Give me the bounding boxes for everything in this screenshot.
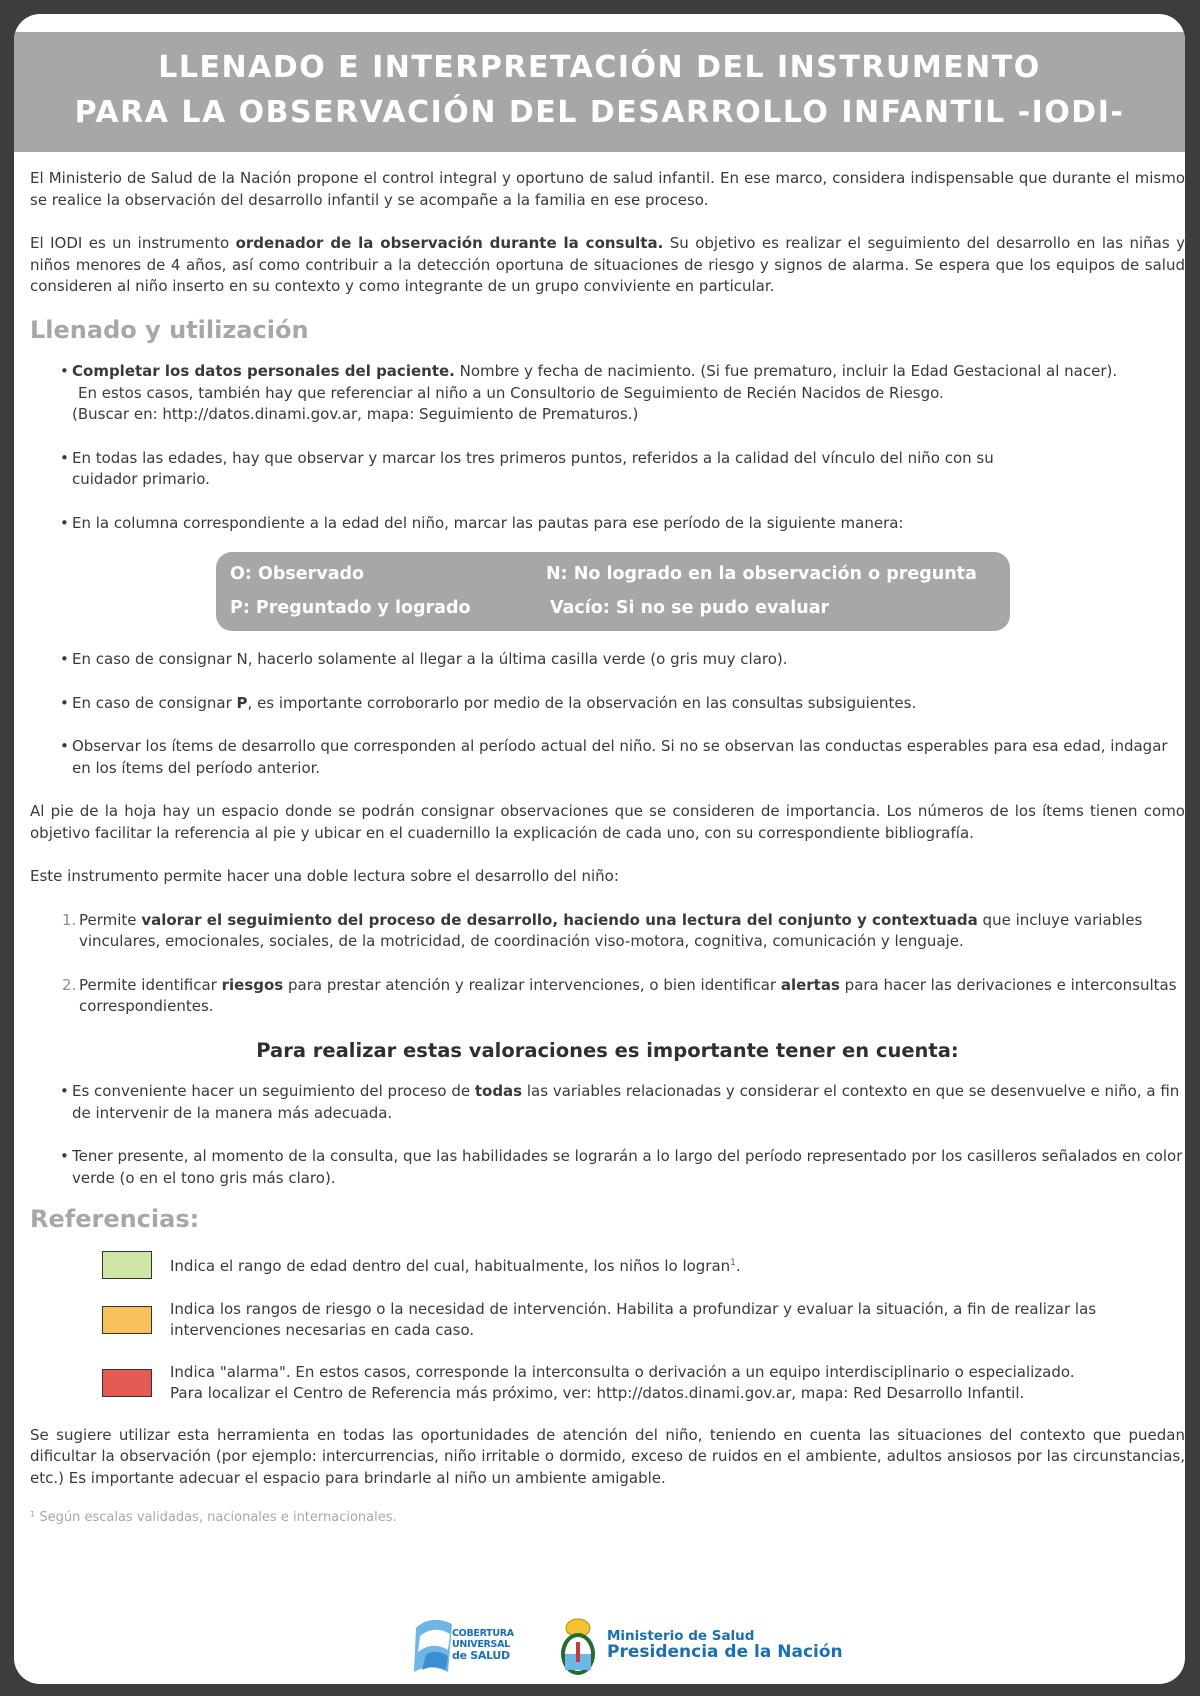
list-item	[60, 693, 1185, 715]
item-number: 1.	[62, 910, 77, 929]
footnote-marker: 1	[730, 1257, 736, 1268]
text-span: Nombre y fecha de nacimiento. (Si fue prematuro, incluir la Edad Gestacional al nacer).	[454, 362, 1118, 380]
coat-of-arms-icon	[555, 1614, 601, 1678]
bold-text: P	[236, 693, 248, 712]
text-span: , es importante corroborarlo por medio de la observación en las consultas subsiguientes.	[247, 693, 917, 712]
list-item-text: En caso de consignar N, hacerlo solamente al llegar a la última casilla verde (o gris muy claro).	[72, 650, 788, 668]
subheading: Para realizar estas valoraciones es importante tener en cuenta:	[256, 1038, 959, 1062]
bullet-icon: •	[60, 448, 69, 467]
page-header	[14, 32, 1185, 152]
ministerio-salud-logo	[555, 1614, 855, 1678]
bullet-list-2	[30, 649, 1185, 779]
content	[30, 168, 1185, 1529]
list-item-text: En la columna correspondiente a la edad del niño, marcar las pautas para ese período de la siguiente manera:	[72, 513, 904, 532]
text-span: En caso de consignar	[72, 693, 237, 712]
bullet-list-3	[30, 1081, 1185, 1189]
bold-text: ordenador de la observación durante la consulta.	[235, 234, 664, 252]
text-span: Permite identificar	[79, 975, 222, 994]
ministerio-line-1: Ministerio de Salud	[607, 1628, 755, 1644]
code-vacio: Vacío: Si no se pudo evaluar	[550, 598, 830, 618]
list-item-text: En todas las edades, hay que observar y marcar los tres primeros puntos, referidos a la calidad del vínculo del niño con su cuidador primario.	[72, 448, 994, 488]
code-p: P: Preguntado y logrado	[230, 598, 471, 618]
reference-red	[102, 1362, 1185, 1405]
orange-swatch	[102, 1306, 152, 1334]
list-item	[60, 361, 1185, 426]
green-swatch	[102, 1251, 152, 1279]
bullet-icon: •	[60, 513, 69, 532]
bold-text: valorar el seguimiento del proceso de desarrollo, haciendo una lectura del conjunto y contextuada	[141, 910, 978, 929]
numbered-item-2	[30, 975, 1185, 1018]
bullet-icon: •	[60, 737, 69, 755]
bold-text: Completar los datos personales del paciente.	[72, 362, 455, 380]
header-line-1: LLENADO E INTERPRETACIÓN DEL INSTRUMENTO	[158, 50, 1041, 85]
section-title-llenado: Llenado y utilización	[30, 315, 309, 344]
list-item	[60, 649, 1185, 671]
code-n: N: No logrado en la observación o pregunta	[546, 564, 977, 584]
document-page	[14, 14, 1185, 1684]
item-number: 2.	[62, 975, 77, 994]
text-span: Indica el rango de edad dentro del cual, habitualmente, los niños lo logran	[170, 1256, 731, 1275]
reference-green	[102, 1251, 1185, 1279]
codes-legend-box	[216, 552, 1010, 631]
bold-text: alertas	[780, 975, 840, 994]
text-span: En estos casos, también hay que referenciar al niño a un Consultorio de Seguimiento de Recién Nacidos de Riesgo.	[78, 383, 944, 402]
intro-paragraph-1: El Ministerio de Salud de la Nación propone el control integral y oportuno de salud infantil. En ese marco, considera indispensable que durante el mismo se realice la observación del desarrollo infantil y se acompañe a la familia en ese proceso.	[30, 169, 1185, 209]
ministerio-line-2: Presidencia de la Nación	[607, 1642, 843, 1662]
reference-text	[170, 1251, 741, 1278]
logos	[14, 1614, 1185, 1680]
closing-paragraph: Se sugiere utilizar esta herramienta en todas las oportunidades de atención del niño, teniendo en cuenta las situaciones del contexto que puedan dificultar la observación (por ejemplo: intercurrencias, niño irritable o dormido, exceso de ruidos en el ambiente, adultos ansiosos por las circunstancias, etc.) Es importante adecuar el espacio para brindarle al niño un ambiente amigable.	[30, 1425, 1185, 1487]
intro-paragraph-2	[30, 233, 1185, 298]
text-span: .	[735, 1256, 741, 1275]
bullet-icon: •	[60, 1147, 69, 1165]
bullet-icon: •	[60, 693, 69, 712]
text-span: (Buscar en: http://datos.dinami.gov.ar, mapa: Seguimiento de Prematuros.)	[72, 405, 639, 423]
bullet-list-1	[30, 361, 1185, 534]
list-item	[60, 448, 1185, 491]
list-item	[60, 1146, 1185, 1189]
cus-line-1: COBERTURA	[452, 1628, 514, 1639]
red-swatch	[102, 1369, 152, 1397]
text-span: para prestar atención y realizar intervenciones, o bien identificar	[283, 975, 781, 994]
cus-line-2: UNIVERSAL	[452, 1639, 510, 1650]
bullet-icon: •	[60, 1082, 69, 1100]
bold-text: riesgos	[221, 975, 284, 994]
text-span: Permite	[79, 910, 142, 929]
section-title-referencias: Referencias:	[30, 1205, 200, 1233]
text-span: las variables relacionadas y considerar el contexto en que se desenvuelve e niño, a fin de intervenir de la manera más adecuada.	[72, 1082, 1180, 1122]
cobertura-universal-logo	[412, 1614, 528, 1676]
bold-text: todas	[474, 1082, 523, 1100]
bullet-icon: •	[60, 650, 69, 668]
reference-orange	[102, 1299, 1185, 1342]
reference-text: Indica los rangos de riesgo o la necesidad de intervención. Habilita a profundizar y evaluar la situación, a fin de realizar las intervenciones necesarias en cada caso.	[170, 1299, 1097, 1339]
paragraph-doble-lectura: Este instrumento permite hacer una doble lectura sobre el desarrollo del niño:	[30, 867, 619, 885]
header-line-2: PARA LA OBSERVACIÓN DEL DESARROLLO INFANTIL -IODI-	[74, 95, 1125, 130]
list-item-text: Tener presente, al momento de la consulta, que las habilidades se lograrán a lo largo del período representado por los casilleros señalados en color verde (o en el tono gris más claro).	[72, 1147, 1183, 1187]
list-item-text: Observar los ítems de desarrollo que corresponden al período actual del niño. Si no se observan las conductas esperables para esa edad, indagar en los ítems del período anterior.	[72, 737, 1168, 777]
list-item	[60, 736, 1185, 779]
paragraph-observaciones: Al pie de la hoja hay un espacio donde se podrán consignar observaciones que se consideren de importancia. Los números de los ítems tienen como objetivo facilitar la referencia al pie y ubicar en el cuadernillo la explicación de cada uno, con su correspondiente bibliografía.	[30, 802, 1185, 842]
bullet-icon: •	[60, 362, 69, 380]
text-line: Indica "alarma". En estos casos, corresponde la interconsulta o derivación a un equipo interdisciplinario o especializado.	[170, 1362, 1075, 1381]
text-span: para hacer las derivaciones e interconsultas correspondientes.	[79, 975, 1177, 1015]
numbered-item-1	[30, 910, 1185, 953]
footnote: ¹ Según escalas validadas, nacionales e internacionales.	[30, 1510, 397, 1525]
code-o: O: Observado	[230, 564, 365, 584]
reference-text	[170, 1362, 1150, 1405]
text-span: que incluye variables vinculares, emocionales, sociales, de la motricidad, de coordinación viso-motora, cognitiva, comunicación y lenguaje.	[79, 910, 1143, 950]
cus-line-3: de SALUD	[452, 1649, 510, 1662]
text-span: Su objetivo es realizar el seguimiento del desarrollo en las niñas y niños menores de 4 años, así como contribuir a la detección oportuna de situaciones de riesgo y signos de alarma. Se espera que los equipos de salud consideren al niño inserto en su contexto y como integrante de un grupo conviviente en particular.	[30, 234, 1185, 295]
text-span: El IODI es un instrumento	[30, 234, 236, 252]
text-span: Es conveniente hacer un seguimiento del proceso de	[72, 1082, 475, 1100]
list-item	[60, 513, 1185, 535]
list-item	[60, 1081, 1185, 1124]
text-line: Para localizar el Centro de Referencia más próximo, ver: http://datos.dinami.gov.ar, mapa: Red Desarrollo Infantil.	[170, 1384, 1025, 1402]
